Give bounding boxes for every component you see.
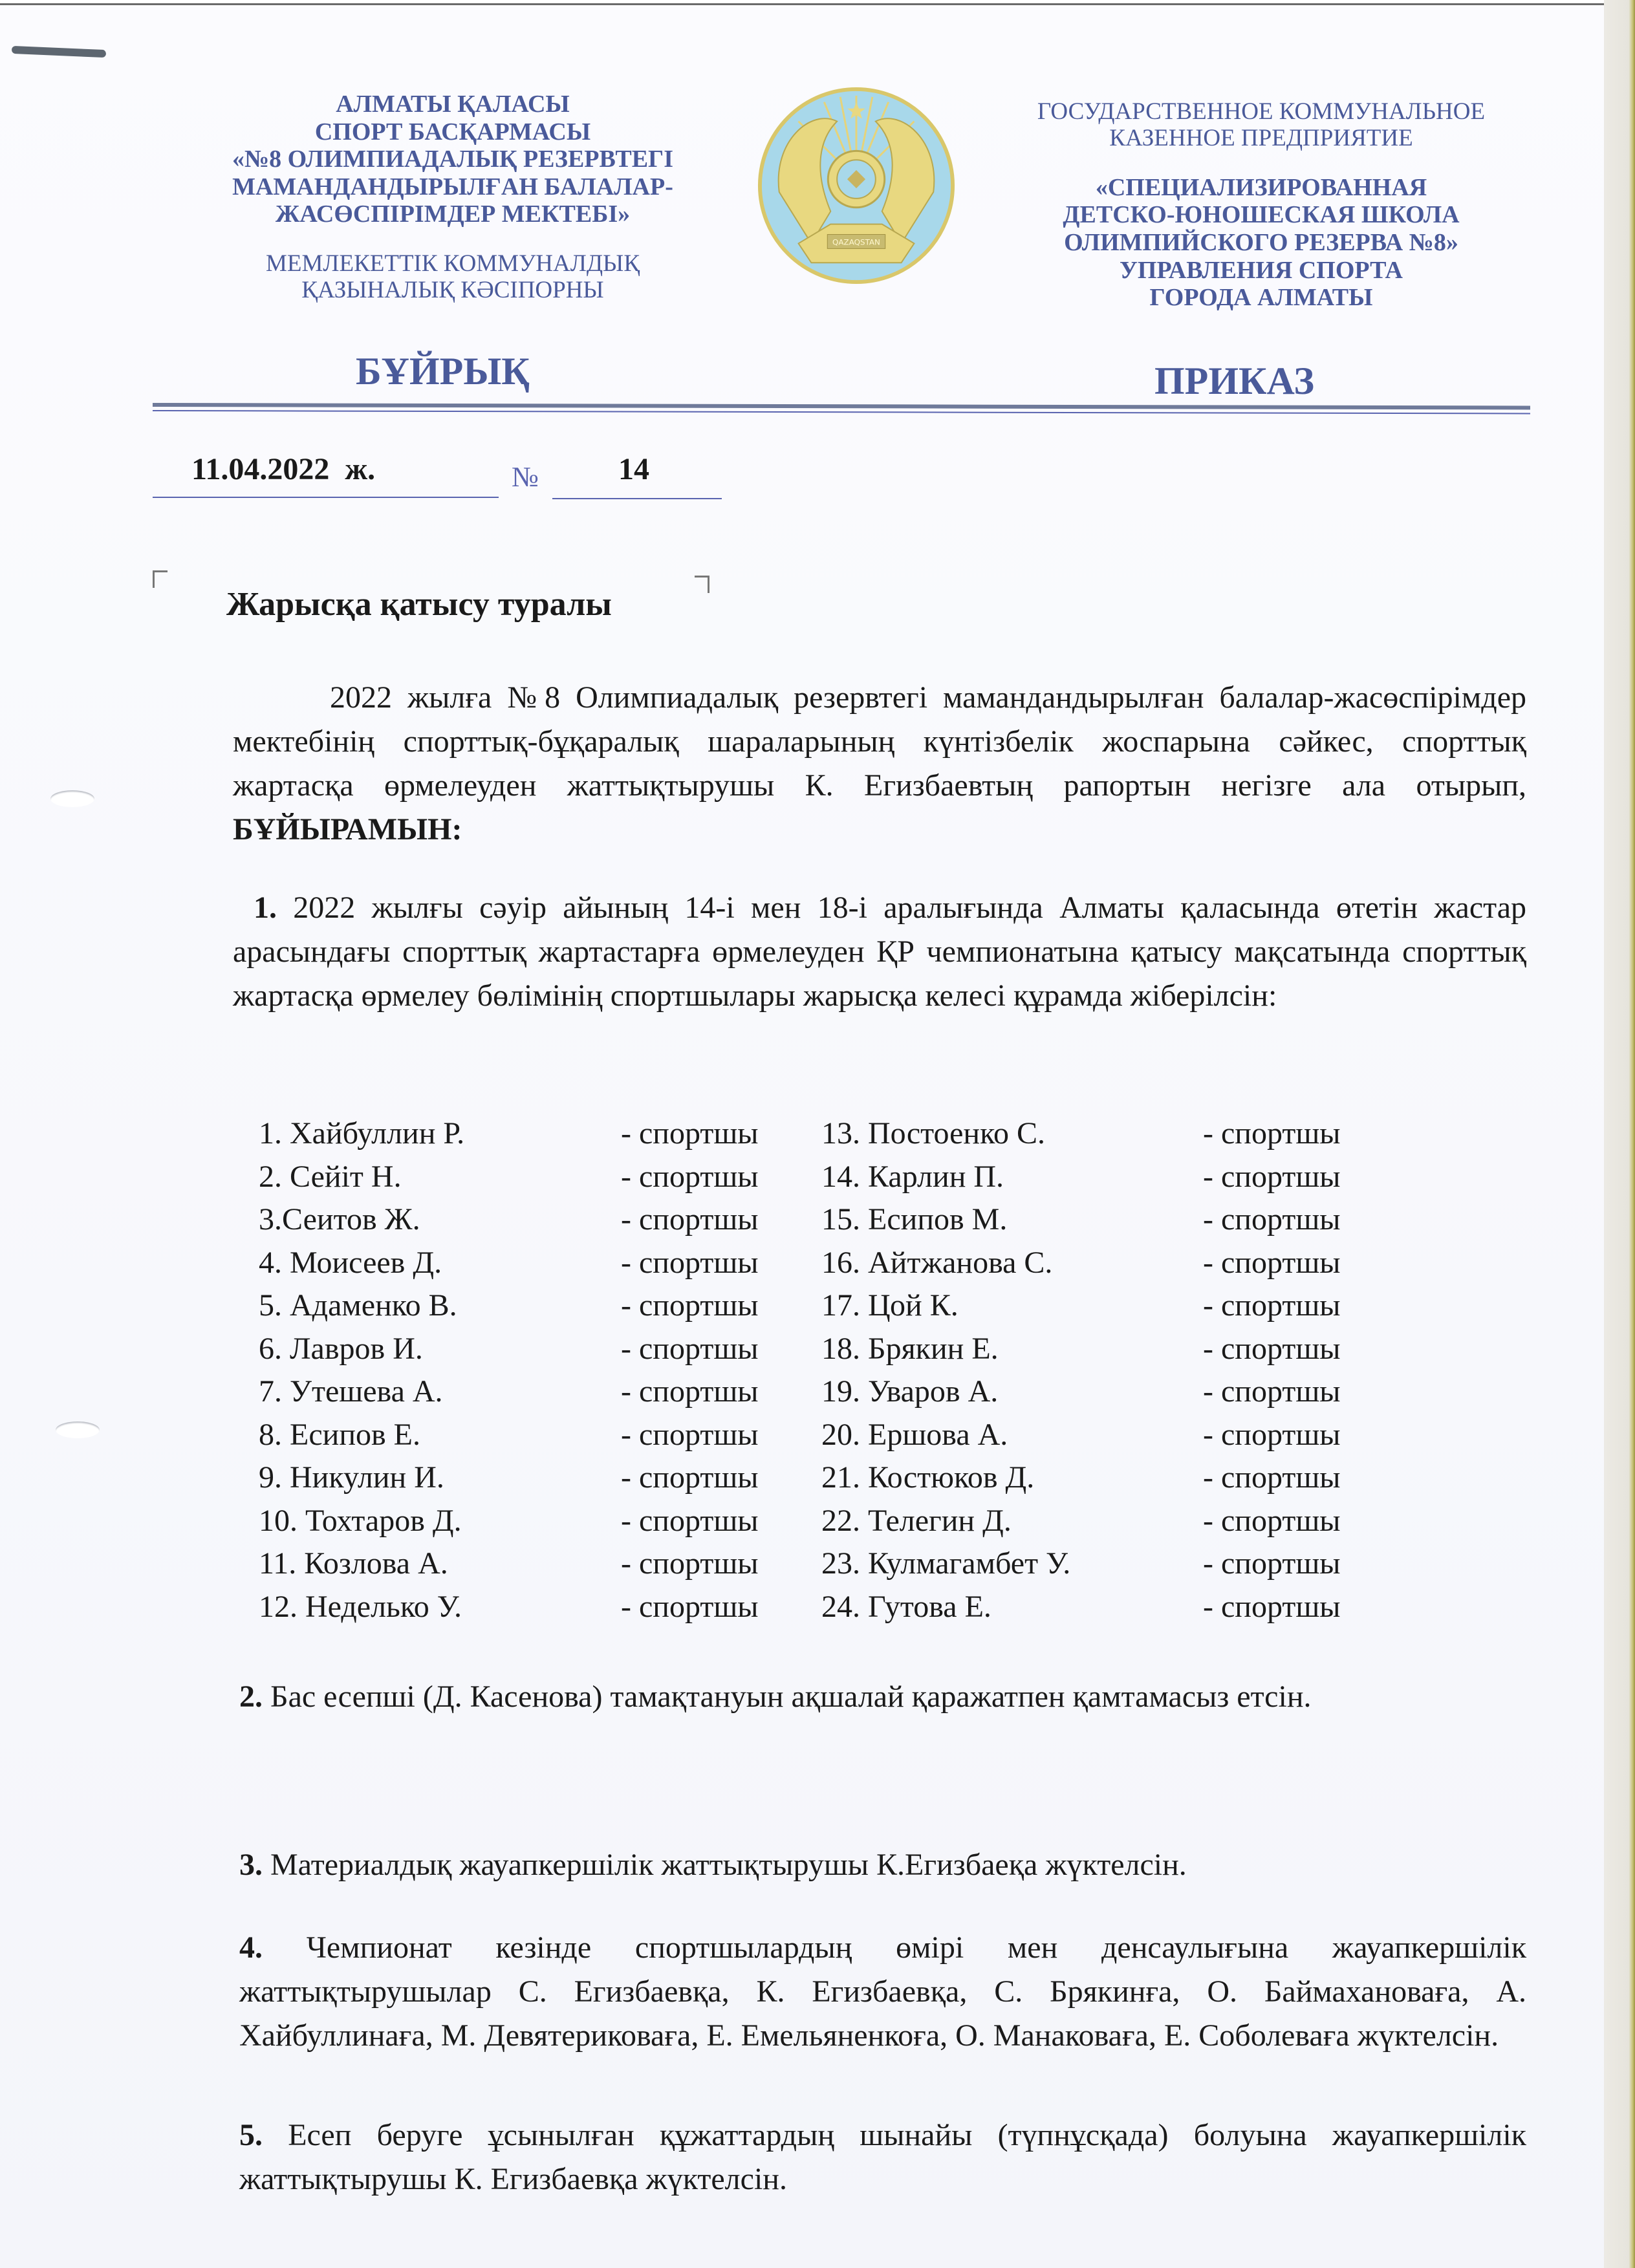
preamble (233, 676, 1526, 852)
athlete-row (821, 1242, 1341, 1285)
order-item-5 (239, 2113, 1526, 2201)
order-subject: Жарысқа қатысу туралы (226, 586, 612, 623)
header-right (970, 98, 1552, 312)
athlete-row (259, 1328, 759, 1371)
org-name-ru (970, 174, 1552, 312)
athlete-name: 16. Айтжанова С. (821, 1245, 1053, 1280)
date-suffix: ж. (345, 452, 376, 486)
athlete-role: - спортшы (1203, 1546, 1341, 1581)
subject-bracket-left (153, 570, 168, 588)
athlete-name: 24. Гутова Е. (821, 1589, 991, 1624)
athlete-row (821, 1198, 1341, 1242)
order-item-3 (239, 1843, 1526, 1887)
athlete-role: - спортшы (1203, 1589, 1341, 1624)
org-line: «СПЕЦИАЛИЗИРОВАННАЯ (1095, 173, 1427, 201)
athlete-row (259, 1156, 759, 1199)
athletes-list-right (821, 1112, 1341, 1628)
athlete-name: 4. Моисеев Д. (259, 1245, 442, 1280)
athlete-name: 10. Тохтаров Д. (259, 1503, 462, 1538)
org-line: «№8 ОЛИМПИАДАЛЫҚ РЕЗЕРВТЕГІ (232, 146, 674, 173)
athlete-name: 12. Неделько У. (259, 1589, 462, 1624)
athlete-name: 19. Уваров А. (821, 1374, 999, 1409)
athlete-role: - спортшы (621, 1116, 759, 1150)
emblem-label: QAZAQSTAN (832, 237, 880, 247)
athlete-role: - спортшы (621, 1546, 759, 1581)
athlete-role: - спортшы (1203, 1288, 1341, 1323)
number-underline (552, 498, 722, 499)
athlete-name: 21. Костюков Д. (821, 1460, 1035, 1495)
athlete-row (821, 1414, 1341, 1457)
athlete-row (821, 1370, 1341, 1414)
athletes-list-left (259, 1112, 759, 1628)
org-line: ОЛИМПИЙСКОГО РЕЗЕРВА №8» (1064, 228, 1458, 256)
doc-type-kz: БҰЙРЫҚ (356, 350, 530, 393)
state-emblem-icon (753, 83, 959, 288)
header-left (168, 91, 737, 304)
command-word: БҰЙЫРАМЫН: (233, 812, 462, 847)
doc-type-ru: ПРИКАЗ (1154, 360, 1315, 402)
athlete-row (259, 1414, 759, 1457)
athlete-row (259, 1242, 759, 1285)
athlete-name: 7. Утешева А. (259, 1374, 443, 1409)
athlete-row (259, 1586, 759, 1629)
item-text: Чемпионат кезінде спортшылардың өмірі мен денсаулығына жауапкершілік жаттықтырушылар С. Егизбаевқа, К. Егизбаевқа, С. Брякинға, О. Баймахановаға, А. Хайбуллинаға, М. Девятериковаға, Е. Емельяненкоға, О. Манаковаға, Е. Соболеваға жүктелсін. (239, 1930, 1527, 2053)
athlete-row (821, 1456, 1341, 1500)
org-type-line: ҚАЗЫНАЛЫҚ КӘСІПОРНЫ (301, 277, 604, 304)
item-text: Бас есепші (Д. Касенова) тамақтануын ақшалай қаражатпен қамтамасыз етсін. (270, 1679, 1312, 1714)
athlete-row (821, 1284, 1341, 1328)
athlete-row (259, 1284, 759, 1328)
athlete-role: - спортшы (621, 1374, 759, 1409)
athlete-role: - спортшы (621, 1202, 759, 1237)
item-number: 1. (254, 891, 277, 925)
athlete-name: 9. Никулин И. (259, 1460, 444, 1495)
scan-right-edge (1604, 0, 1635, 2268)
item-number: 4. (239, 1930, 263, 1965)
athlete-role: - спортшы (621, 1417, 759, 1452)
athlete-row (259, 1198, 759, 1242)
subject-bracket-right (695, 576, 709, 593)
order-item-2 (239, 1675, 1526, 1719)
athlete-role: - спортшы (621, 1159, 759, 1194)
athlete-name: 15. Есипов М. (821, 1202, 1008, 1237)
athlete-row (259, 1542, 759, 1586)
athlete-row (821, 1328, 1341, 1371)
athlete-name: 17. Цой К. (821, 1288, 958, 1323)
punch-hole (50, 790, 94, 807)
athlete-name: 3.Сеитов Ж. (259, 1202, 420, 1237)
athlete-role: - спортшы (621, 1245, 759, 1280)
item-text: Материалдық жауапкершілік жаттықтырушы К.Егизбаеқа жүктелсін. (270, 1848, 1187, 1882)
athlete-role: - спортшы (621, 1288, 759, 1323)
item-number: 2. (239, 1679, 263, 1714)
athlete-name: 20. Ершова А. (821, 1417, 1008, 1452)
athlete-name: 2. Сейіт Н. (259, 1159, 402, 1194)
org-type-ru (970, 98, 1552, 152)
org-line: УПРАВЛЕНИЯ СПОРТА (1120, 256, 1403, 284)
org-type-line: МЕМЛЕКЕТТІК КОММУНАЛДЫҚ (265, 250, 640, 277)
org-line: ГОРОДА АЛМАТЫ (1149, 284, 1373, 312)
athlete-role: - спортшы (1203, 1116, 1341, 1150)
org-name-kz (168, 91, 737, 228)
number-sign: № (512, 461, 539, 493)
org-type-line: КАЗЕННОЕ ПРЕДПРИЯТИЕ (1109, 125, 1413, 152)
athlete-role: - спортшы (1203, 1503, 1341, 1538)
org-line: АЛМАТЫ ҚАЛАСЫ (336, 91, 570, 118)
athlete-name: 11. Козлова А. (259, 1546, 448, 1581)
athlete-role: - спортшы (621, 1589, 759, 1624)
athlete-role: - спортшы (621, 1460, 759, 1495)
item-text: Есеп беруге ұсынылған құжаттардың шынайы (түпнұсқада) болуына жауапкершілік жаттықтырушы К. Егизбаевқа жүктелсін. (239, 2118, 1527, 2196)
athlete-row (821, 1586, 1341, 1629)
athlete-name: 22. Телегин Д. (821, 1503, 1012, 1538)
org-line: МАМАНДАНДЫРЫЛҒАН БАЛАЛАР- (232, 173, 673, 200)
athlete-role: - спортшы (1203, 1417, 1341, 1452)
athlete-role: - спортшы (1203, 1331, 1341, 1366)
org-line: ЖАСӨСПІРІМДЕР МЕКТЕБІ» (275, 200, 631, 228)
athlete-name: 8. Есипов Е. (259, 1417, 420, 1452)
athlete-row (821, 1156, 1341, 1199)
athlete-row (259, 1456, 759, 1500)
athlete-row (259, 1370, 759, 1414)
item-number: 3. (239, 1848, 263, 1882)
athlete-row (821, 1500, 1341, 1543)
athlete-role: - спортшы (1203, 1202, 1341, 1237)
athlete-row (821, 1112, 1341, 1156)
scan-top-edge (0, 0, 1610, 5)
athlete-row (259, 1112, 759, 1156)
athlete-name: 23. Кулмагамбет У. (821, 1546, 1071, 1581)
athlete-role: - спортшы (621, 1503, 759, 1538)
preamble-text: 2022 жылға №8 Олимпиадалық резервтегі мамандандырылған балалар-жасөспірімдер мектебінің спорттық-бұқаралық шараларының күнтізбелік жоспарына сәйкес, спорттық жартасқа өрмелеуден жаттықтырушы К. Егизбаевтың рапортын негізге ала отырып, (233, 680, 1526, 803)
athlete-row (259, 1500, 759, 1543)
athlete-role: - спортшы (1203, 1159, 1341, 1194)
item-text: 2022 жылғы сәуір айының 14-і мен 18-і аралығында Алматы қаласында өтетін жастар арасындағы спорттық жартастарға өрмелеуден ҚР чемпионатына қатысу мақсатында спорттық жартасқа өрмелеу бөлімінің спортшылары жарысқа келесі құрамда жіберілсін: (233, 891, 1527, 1013)
punch-hole (56, 1421, 100, 1438)
order-date (191, 451, 375, 487)
date-underline (153, 497, 499, 498)
date-value: 11.04.2022 (191, 452, 330, 486)
athlete-name: 5. Адаменко В. (259, 1288, 457, 1323)
athlete-role: - спортшы (621, 1331, 759, 1366)
athlete-role: - спортшы (1203, 1245, 1341, 1280)
athlete-name: 13. Постоенко С. (821, 1116, 1045, 1150)
athlete-name: 14. Карлин П. (821, 1159, 1004, 1194)
athlete-role: - спортшы (1203, 1460, 1341, 1495)
order-number: 14 (618, 452, 649, 486)
order-item-1 (233, 886, 1526, 1018)
athlete-name: 18. Брякин Е. (821, 1331, 999, 1366)
order-item-4 (239, 1926, 1526, 2058)
org-line: ДЕТСКО-ЮНОШЕСКАЯ ШКОЛА (1063, 201, 1460, 229)
item-number: 5. (239, 2118, 263, 2152)
athlete-role: - спортшы (1203, 1374, 1341, 1409)
org-type-kz (168, 250, 737, 304)
athlete-row (821, 1542, 1341, 1586)
org-line: СПОРТ БАСҚАРМАСЫ (314, 118, 591, 146)
athlete-name: 6. Лавров И. (259, 1331, 423, 1366)
athlete-name: 1. Хайбуллин Р. (259, 1116, 465, 1150)
org-type-line: ГОСУДАРСТВЕННОЕ КОММУНАЛЬНОЕ (1037, 98, 1486, 125)
